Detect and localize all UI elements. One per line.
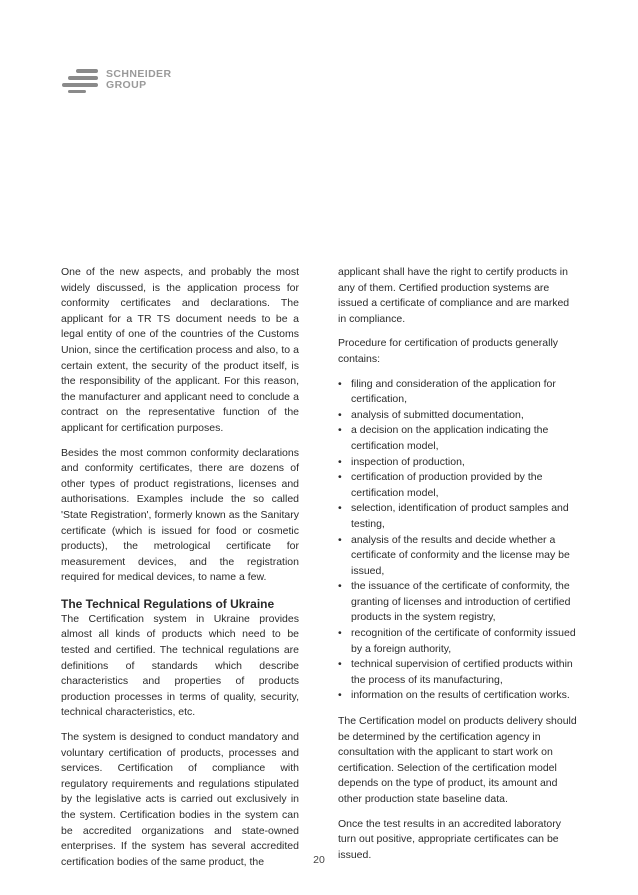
paragraph-system-design: The system is designed to conduct mandatory and voluntary certification of products, processes and services. Certification of compliance with regulatory requirements and regulations stipulated by the legislative acts is carried out exclusively in the system. Certification bodies in the system can be accredited organizations and state-owned enterprises. If the system has several accredited certification bodies of the same product, the — [61, 731, 299, 868]
list-item: • recognition of the certificate of conformity issued by a foreign authority, — [338, 626, 577, 657]
list-item: • certification of production provided by the certification model, — [338, 470, 577, 501]
schneider-group-logo — [62, 68, 192, 94]
logo-wordmark — [106, 69, 171, 91]
paragraph-certification-model: The Certification model on products delivery should be determined by the certification agency in consultation with the applicant to start work on certification. Selection of the certification model depends on the type of product, its amount and other production state baseline data. — [338, 715, 577, 805]
list-item: • selection, identification of product samples and testing, — [338, 501, 577, 532]
list-item: • information on the results of certification works. — [338, 688, 577, 704]
paragraph-applicant-rights: applicant shall have the right to certify products in any of them. Certified production systems are issued a certificate of compliance and are marked in compliance. — [338, 266, 570, 325]
paragraph-test-results: Once the test results in an accredited laboratory turn out positive, appropriate certificates can be issued. — [338, 817, 561, 861]
list-item: • inspection of production, — [338, 455, 577, 471]
logo-mark-icon — [62, 68, 100, 94]
list-item: • technical supervision of certified products within the process of its manufacturing, — [338, 657, 577, 688]
left-column — [61, 265, 299, 879]
list-item: • the issuance of the certificate of conformity, the granting of licenses and introduction of certified products in the system registry, — [338, 579, 577, 626]
paragraph-ukraine-system: The Certification system in Ukraine provides almost all kinds of products which need to be tested and certified. The technical regulations are definitions of standards which describe characteristics and properties of products production processes in terms of quality, security, technical characteristics, etc. — [61, 612, 299, 719]
logo-line-1: SCHNEIDER — [106, 68, 172, 80]
paragraph-registration-types: Besides the most common conformity declarations and conformity certificates, there are dozens of other types of product registrations, licenses and authorisations. Examples include the so called 'State Registration', formerly known as the Sanitary certificate (which is issued for food or cosmetic products), the metrological certificate for measurement devices, and the registration required for medical devices, to name a few. — [61, 446, 299, 584]
list-item: • analysis of submitted documentation, — [338, 408, 577, 424]
page-number: 20 — [313, 854, 325, 866]
paragraph-procedure-intro: Procedure for certification of products generally contains: — [338, 337, 559, 365]
list-item: • analysis of the results and decide whether a certificate of conformity and the license may be issued, — [338, 533, 577, 580]
list-item: • filing and consideration of the application for certification, — [338, 377, 577, 408]
logo-line-2: GROUP — [106, 79, 147, 91]
list-item: • a decision on the application indicating the certification model, — [338, 423, 577, 454]
procedure-list — [338, 377, 577, 704]
section-heading-ukraine: The Technical Regulations of Ukraine — [61, 596, 275, 611]
paragraph-applicant-process: One of the new aspects, and probably the most widely discussed, is the application process for conformity certificates and declarations. The applicant for a TR TS document needs to be a legal entity of one of the countries of the Customs Union, since the certification process and also, to a certain extent, the security of the product itself, is the responsibility of the applicant. For this reason, the manufacturer and applicant need to conclude a contract on the representative function of the applicant for certification purposes. — [61, 266, 299, 434]
right-column — [338, 265, 577, 872]
